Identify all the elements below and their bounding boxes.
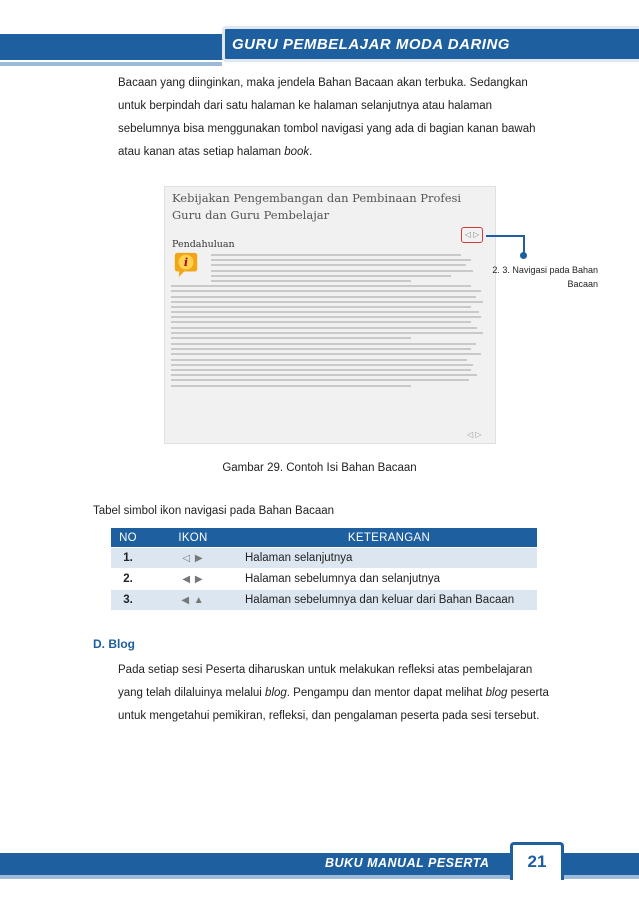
nav-prev-exit-icon: ◀ ▲ — [145, 590, 241, 611]
info-icon — [171, 251, 201, 279]
text-line: Bacaan yang diinginkan, maka jendela Bahan Bacaan akan terbuka. Sedangkan — [118, 77, 528, 89]
svg-text:i: i — [183, 254, 189, 269]
page-number: 21 — [510, 842, 564, 880]
nav-prev-next-icon: ◀ ▶ — [145, 569, 241, 590]
figure-title: Kebijakan Pengembangan dan Pembinaan Profesi Guru dan Guru Pembelajar — [172, 191, 462, 222]
figure-nav-icons[interactable]: ◁ ▷ — [461, 227, 483, 243]
blog-paragraph — [118, 659, 562, 728]
callout-dot — [520, 252, 527, 259]
nav-icon-table — [111, 528, 537, 611]
cell-desc: Halaman sebelumnya dan keluar dari Bahan Bacaan — [241, 590, 537, 611]
figure-caption: Gambar 29. Contoh Isi Bahan Bacaan — [222, 462, 417, 474]
col-no: NO — [111, 528, 145, 548]
text-line: yang telah dilaluinya melalui blog. Pengampu dan mentor dapat melihat blog peserta — [118, 687, 549, 699]
cell-no: 1. — [111, 548, 145, 569]
col-keterangan: KETERANGAN — [241, 528, 537, 548]
figure-subtitle: Pendahuluan — [172, 239, 235, 250]
table-caption: Tabel simbol ikon navigasi pada Bahan Bacaan — [93, 505, 335, 517]
table-header-row — [111, 528, 537, 548]
cell-desc: Halaman sebelumnya dan selanjutnya — [241, 569, 537, 590]
col-ikon: IKON — [145, 528, 241, 548]
nav-next-icon: ◁ ▶ — [145, 548, 241, 569]
cell-desc: Halaman selanjutnya — [241, 548, 537, 569]
footer-label: BUKU MANUAL PESERTA — [325, 856, 490, 870]
cell-no: 2. — [111, 569, 145, 590]
figure-nav-icons-bottom[interactable]: ◁ ▷ — [467, 430, 482, 439]
header-stripe — [0, 62, 222, 66]
cell-no: 3. — [111, 590, 145, 611]
figure-screenshot — [164, 186, 496, 444]
callout-label: 2. 3. Navigasi pada Bahan Bacaan — [492, 265, 598, 289]
table-row — [111, 569, 537, 590]
text-line: untuk mengetahui pemikiran, refleksi, dan pengalaman peserta pada sesi tersebut. — [118, 710, 540, 722]
table-row — [111, 590, 537, 611]
section-heading: D. Blog — [93, 637, 135, 651]
callout-connector — [486, 235, 524, 237]
text-line: untuk berpindah dari satu halaman ke halaman selanjutnya atau halaman — [118, 100, 493, 112]
text-line: Pada setiap sesi Peserta diharuskan untuk melakukan refleksi atas pembelajaran — [118, 664, 533, 676]
figure-text-block — [171, 250, 489, 390]
text-line: sebelumnya bisa menggunakan tombol navigasi yang ada di bagian kanan bawah — [118, 123, 536, 135]
header-title: GURU PEMBELAJAR MODA DARING — [232, 36, 510, 53]
text-line: atau kanan atas setiap halaman book. — [118, 146, 313, 158]
table-row — [111, 548, 537, 569]
intro-paragraph — [118, 72, 562, 164]
